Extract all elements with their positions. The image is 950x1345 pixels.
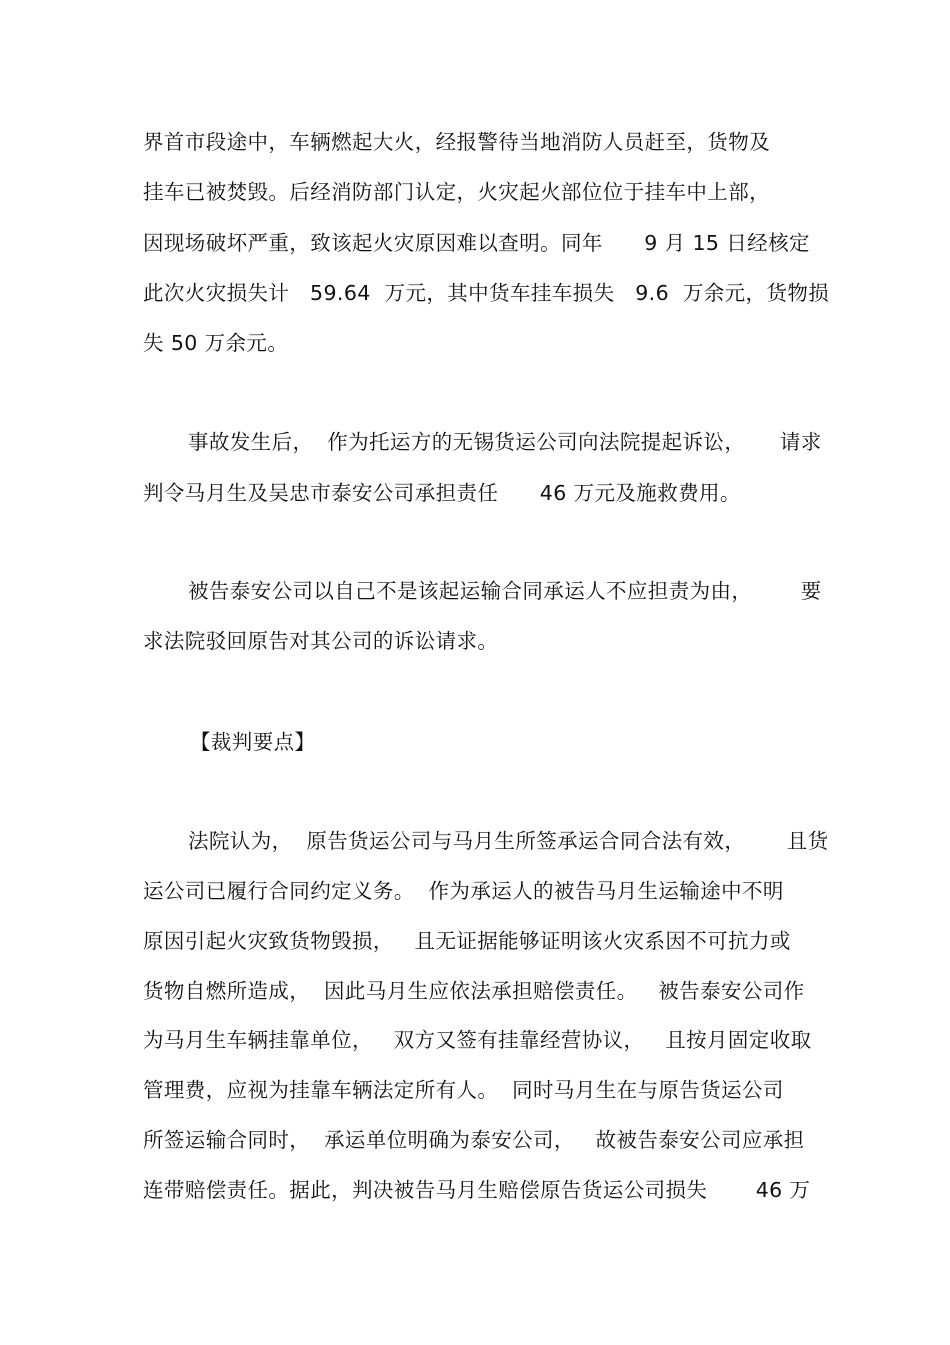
text-line: 为马月生车辆挂靠单位， 双方又签有挂靠经营协议， 且按月固定收取	[143, 1028, 812, 1052]
text-line: 因现场破坏严重，致该起火灾原因难以查明。同年 9 月 15 日经核定	[143, 231, 810, 255]
text-line: 判令马月生及吴忠市泰安公司承担责任 46 万元及施救费用。	[143, 481, 741, 505]
section-heading: 【裁判要点】	[190, 730, 316, 754]
text-line: 失 50 万余元。	[143, 331, 289, 355]
text-line: 运公司已履行合同约定义务。 作为承运人的被告马月生运输途中不明	[143, 879, 784, 903]
text-line: 此次火灾损失计 59.64 万元，其中货车挂车损失 9.6 万余元，货物损	[143, 281, 830, 305]
text-line: 管理费，应视为挂靠车辆法定所有人。 同时马月生在与原告货运公司	[143, 1078, 784, 1102]
text-line: 所签运输合同时， 承运单位明确为泰安公司， 故被告泰安公司应承担	[143, 1128, 805, 1152]
text-line: 挂车已被焚毁。后经消防部门认定，火灾起火部位位于挂车中上部，	[143, 180, 770, 204]
text-line: 事故发生后， 作为托运方的无锡货运公司向法院提起诉讼， 请求	[188, 430, 822, 454]
text-line: 界首市段途中，车辆燃起大火，经报警待当地消防人员赶至，货物及	[143, 130, 770, 154]
text-line: 法院认为， 原告货运公司与马月生所签承运合同合法有效， 且货	[188, 829, 829, 853]
text-line: 原因引起火灾致货物毁损， 且无证据能够证明该火灾系因不可抗力或	[143, 929, 791, 953]
text-line: 连带赔偿责任。据此，判决被告马月生赔偿原告货运公司损失 46 万	[143, 1178, 811, 1202]
text-line: 被告泰安公司以自己不是该起运输合同承运人不应担责为由， 要	[188, 579, 822, 603]
text-line: 求法院驳回原告对其公司的诉讼请求。	[143, 629, 499, 653]
text-line: 货物自燃所造成， 因此马月生应依法承担赔偿责任。 被告泰安公司作	[143, 979, 805, 1003]
